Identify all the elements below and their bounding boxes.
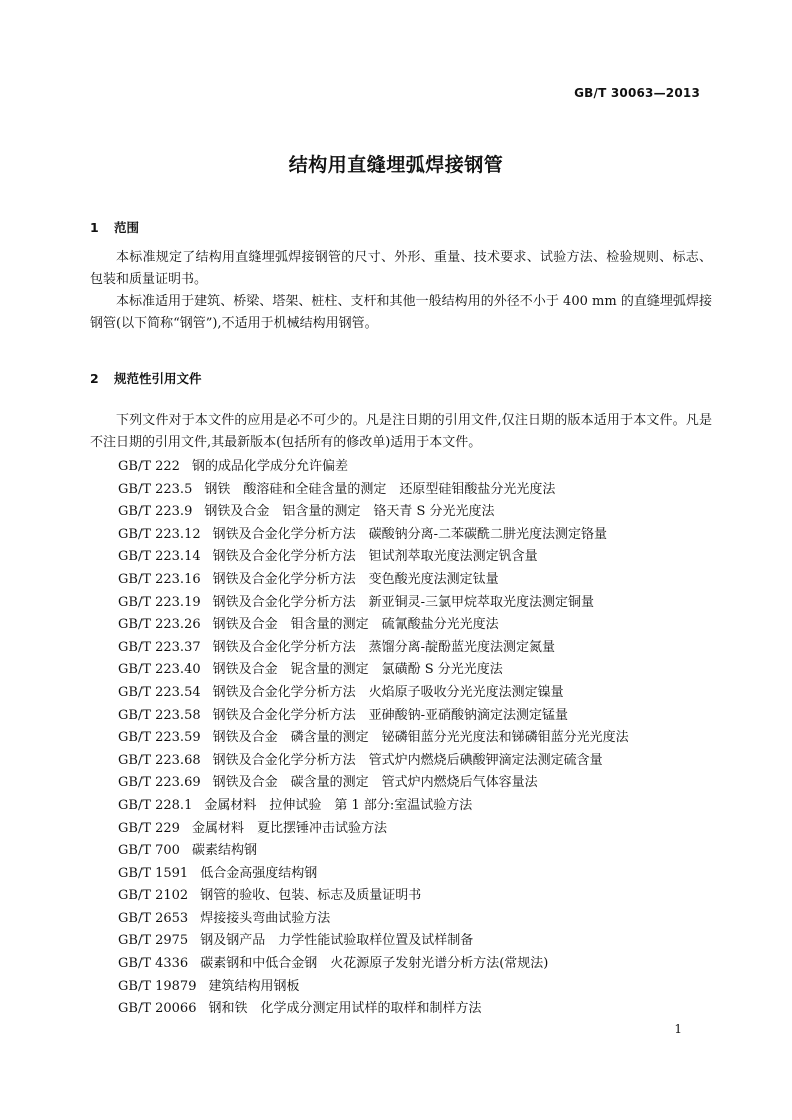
reference-item xyxy=(118,479,629,502)
reference-item xyxy=(118,682,629,705)
reference-code: GB/T 223.14 xyxy=(118,549,201,565)
reference-title: 钢铁 酸溶硅和全硅含量的测定 还原型硅钼酸盐分光光度法 xyxy=(204,481,556,497)
scope-paragraph-2: 本标准适用于建筑、桥梁、塔架、桩柱、支杆和其他一般结构用的外径不小于 400 mm 的直缝埋弧焊接钢管(以下简称“钢管”),不适用于机械结构用钢管。 xyxy=(90,294,712,331)
standard-number: GB/T 30063—2013 xyxy=(574,86,700,100)
reference-code: GB/T 229 xyxy=(118,820,180,836)
reference-title: 钢铁及合金化学分析方法 火焰原子吸收分光光度法测定镍量 xyxy=(212,684,564,700)
reference-code: GB/T 223.5 xyxy=(118,481,193,497)
references-intro-paragraph: 下列文件对于本文件的应用是必不可少的。凡是注日期的引用文件,仅注日期的版本适用于本文件。凡是不注日期的引用文件,其最新版本(包括所有的修改单)适用于本文件。 xyxy=(90,413,712,450)
reference-item xyxy=(118,908,629,931)
section-title: 规范性引用文件 xyxy=(114,371,202,386)
section-heading-normative-references xyxy=(90,369,202,387)
reference-item xyxy=(118,637,629,660)
reference-item xyxy=(118,885,629,908)
reference-title: 钢铁及合金 碳含量的测定 管式炉内燃烧后气体容量法 xyxy=(212,775,538,791)
reference-item xyxy=(118,524,629,547)
section-number: 2 xyxy=(90,371,99,386)
section-number: 1 xyxy=(90,220,99,235)
reference-item xyxy=(118,750,629,773)
reference-code: GB/T 2102 xyxy=(118,888,189,904)
reference-code: GB/T 223.59 xyxy=(118,730,201,746)
reference-title: 焊接接头弯曲试验方法 xyxy=(200,910,331,926)
reference-title: 碳素钢和中低合金钢 火花源原子发射光谱分析方法(常规法) xyxy=(200,956,549,972)
reference-code: GB/T 223.12 xyxy=(118,526,201,542)
page-number: 1 xyxy=(674,1022,682,1036)
reference-title: 钢铁及合金化学分析方法 碳酸钠分离-二苯碳酰二肼光度法测定铬量 xyxy=(212,526,608,542)
reference-code: GB/T 223.40 xyxy=(118,662,201,678)
reference-code: GB/T 2653 xyxy=(118,910,189,926)
reference-code: GB/T 4336 xyxy=(118,956,189,972)
reference-title: 钢和铁 化学成分测定用试样的取样和制样方法 xyxy=(208,1001,482,1017)
reference-item xyxy=(118,795,629,818)
reference-title: 钢铁及合金 铌含量的测定 氯磺酚 S 分光光度法 xyxy=(212,662,503,678)
reference-code: GB/T 223.58 xyxy=(118,707,201,723)
reference-code: GB/T 19879 xyxy=(118,978,197,994)
reference-code: GB/T 2975 xyxy=(118,933,189,949)
section-heading-scope xyxy=(90,218,139,236)
reference-code: GB/T 223.16 xyxy=(118,571,201,587)
reference-code: GB/T 223.37 xyxy=(118,639,201,655)
reference-title: 钢管的验收、包装、标志及质量证明书 xyxy=(200,888,422,904)
reference-item xyxy=(118,501,629,524)
reference-title: 钢铁及合金化学分析方法 新亚铜灵-三氯甲烷萃取光度法测定铜量 xyxy=(212,594,595,610)
reference-title: 钢及钢产品 力学性能试验取样位置及试样制备 xyxy=(200,933,474,949)
scope-paragraph-1: 本标准规定了结构用直缝埋弧焊接钢管的尺寸、外形、重量、技术要求、试验方法、检验规则、标志、包装和质量证明书。 xyxy=(90,250,712,287)
reference-code: GB/T 223.9 xyxy=(118,504,193,520)
reference-item xyxy=(118,592,629,615)
reference-title: 钢铁及合金化学分析方法 钽试剂萃取光度法测定钒含量 xyxy=(212,549,538,565)
reference-title: 钢铁及合金化学分析方法 管式炉内燃烧后碘酸钾滴定法测定硫含量 xyxy=(212,752,603,768)
reference-title: 钢铁及合金 铝含量的测定 铬天青 S 分光光度法 xyxy=(204,504,495,520)
reference-title: 碳素结构钢 xyxy=(191,843,257,859)
section-title: 范围 xyxy=(114,220,140,235)
reference-item xyxy=(118,863,629,886)
reference-item xyxy=(118,727,629,750)
reference-item xyxy=(118,953,629,976)
reference-item xyxy=(118,705,629,728)
reference-title: 钢铁及合金 钼含量的测定 硫氰酸盐分光光度法 xyxy=(212,617,499,633)
reference-item xyxy=(118,546,629,569)
reference-code: GB/T 228.1 xyxy=(118,797,193,813)
reference-item xyxy=(118,569,629,592)
reference-item xyxy=(118,659,629,682)
reference-item xyxy=(118,930,629,953)
reference-item xyxy=(118,976,629,999)
reference-code: GB/T 223.69 xyxy=(118,775,201,791)
reference-list xyxy=(118,456,629,1021)
reference-code: GB/T 223.68 xyxy=(118,752,201,768)
reference-title: 钢的成品化学成分允许偏差 xyxy=(191,459,348,474)
reference-item xyxy=(118,614,629,637)
reference-title: 钢铁及合金化学分析方法 蒸馏分离-靛酚蓝光度法测定氮量 xyxy=(212,639,556,655)
reference-title: 建筑结构用钢板 xyxy=(208,978,300,994)
reference-title: 钢铁及合金化学分析方法 亚砷酸钠-亚硝酸钠滴定法测定锰量 xyxy=(212,707,569,723)
reference-code: GB/T 223.19 xyxy=(118,594,201,610)
reference-title: 钢铁及合金化学分析方法 变色酸光度法测定钛量 xyxy=(212,571,499,587)
reference-code: GB/T 223.26 xyxy=(118,617,201,633)
reference-title: 低合金高强度结构钢 xyxy=(200,865,318,881)
reference-code: GB/T 223.54 xyxy=(118,684,201,700)
reference-title: 金属材料 拉伸试验 第 1 部分:室温试验方法 xyxy=(204,797,473,813)
reference-item xyxy=(118,772,629,795)
reference-title: 金属材料 夏比摆锤冲击试验方法 xyxy=(191,820,387,836)
reference-code: GB/T 222 xyxy=(118,459,180,474)
reference-code: GB/T 20066 xyxy=(118,1001,197,1017)
reference-title: 钢铁及合金 磷含量的测定 铋磷钼蓝分光光度法和锑磷钼蓝分光光度法 xyxy=(212,730,629,746)
reference-item xyxy=(118,840,629,863)
reference-item xyxy=(118,456,629,479)
reference-item xyxy=(118,818,629,841)
document-title: 结构用直缝埋弧焊接钢管 xyxy=(288,154,504,176)
reference-code: GB/T 1591 xyxy=(118,865,189,881)
reference-code: GB/T 700 xyxy=(118,843,180,859)
reference-item xyxy=(118,998,629,1021)
